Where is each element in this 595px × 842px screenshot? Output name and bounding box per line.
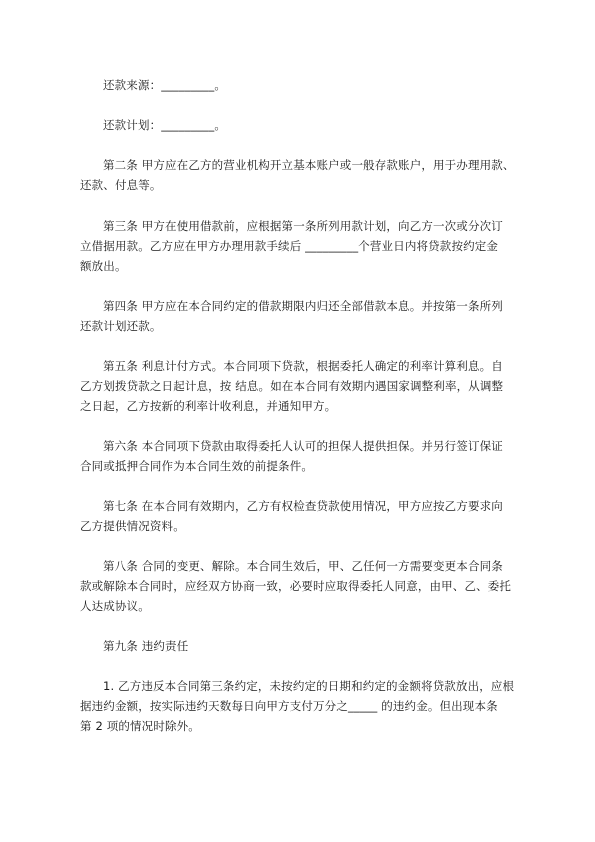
article-4-line-1: 第四条 甲方应在本合同约定的借款期限内归还全部借款本息。并按第一条所列 xyxy=(103,299,503,313)
article-6-line-2: 合同或抵押合同作为本合同生效的前提条件。 xyxy=(80,459,313,473)
article-7-line-1: 第七条 在本合同有效期内，乙方有权检查贷款使用情况，甲方应按乙方要求向 xyxy=(103,499,503,513)
article-3-line-1: 第三条 甲方在使用借款前，应根据第一条所列用款计划，向乙方一次或分次订 xyxy=(103,219,503,233)
article-3-line-2: 立借据用款。乙方应在甲方办理用款手续后 _________个营业日内将贷款按约定金 xyxy=(80,239,499,253)
article-2-line-1: 第二条 甲方应在乙方的营业机构开立基本账户或一般存款账户，用于办理用款、 xyxy=(103,158,515,172)
repayment-source-line: 还款来源：_________。 xyxy=(103,78,226,92)
article-8-line-1: 第八条 合同的变更、解除。本合同生效后，甲、乙任何一方需要变更本合同条 xyxy=(103,559,503,573)
article-5-line-1: 第五条 利息计付方式。本合同项下贷款，根据委托人确定的利率计算利息。自 xyxy=(103,359,503,373)
article-9-item-1-line-1: 1. 乙方违反本合同第三条约定，未按约定的日期和约定的金额将贷款放出，应根 xyxy=(103,679,515,693)
article-9-item-1-line-2: 据违约金额，按实际违约天数每日向甲方支付万分之_____ 的违约金。但出现本条 xyxy=(80,699,498,713)
article-6-line-1: 第六条 本合同项下贷款由取得委托人认可的担保人提供担保。并另行签订保证 xyxy=(103,439,503,453)
repayment-plan-line: 还款计划：_________。 xyxy=(103,118,226,132)
article-5-line-3: 之日起，乙方按新的利率计收利息，并通知甲方。 xyxy=(80,399,337,413)
article-7-line-2: 乙方提供情况资料。 xyxy=(80,519,185,533)
article-2-line-2: 还款、付息等。 xyxy=(80,178,162,192)
article-9-heading: 第九条 违约责任 xyxy=(103,639,189,653)
article-9-item-1-line-3: 第 2 项的情况时除外。 xyxy=(80,719,200,733)
article-3-line-3: 额放出。 xyxy=(80,259,127,273)
article-5-line-2: 乙方划拨贷款之日起计息，按 结息。如在本合同有效期内遇国家调整利率，从调整 xyxy=(80,379,504,393)
article-8-line-2: 款或解除本合同时，应经双方协商一致，必要时应取得委托人同意，由甲、乙、委托 xyxy=(80,579,512,593)
article-8-line-3: 人达成协议。 xyxy=(80,599,150,613)
article-4-line-2: 还款计划还款。 xyxy=(80,319,162,333)
